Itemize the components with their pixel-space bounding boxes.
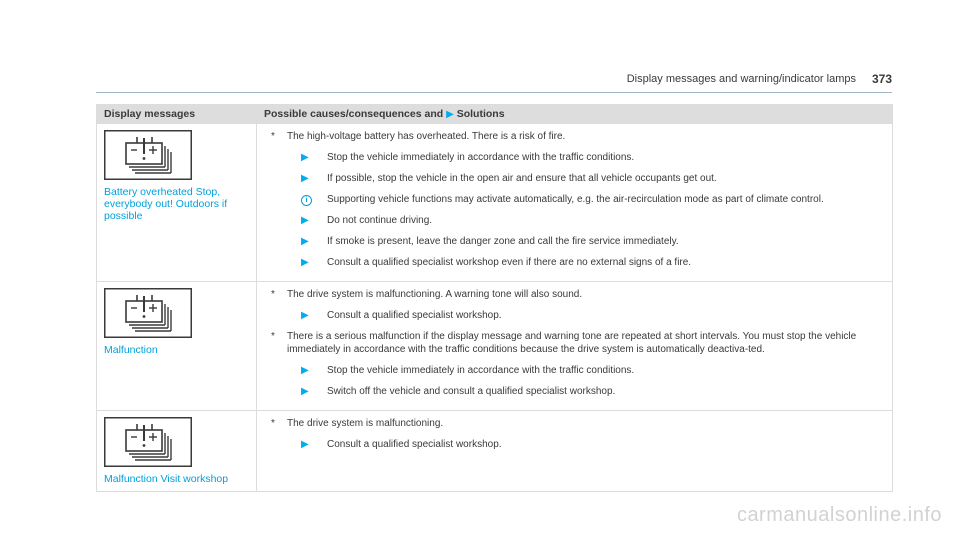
line-text: There is a serious malfunction if the display message and warning tone are repeated at short intervals. You must stop the vehicle immediately in accordance with the traffic conditions because the drive system is automatically deactiva-ted. <box>287 331 857 355</box>
info-note <box>271 193 884 206</box>
cause-text <box>271 330 884 356</box>
table-row <box>97 282 893 411</box>
solution-step <box>271 438 884 451</box>
step-arrow-icon: ▶ <box>301 365 309 376</box>
solutions-cell <box>257 282 893 411</box>
cause-marker: * <box>271 418 275 429</box>
solution-step <box>271 256 884 269</box>
message-label: Malfunction Visit workshop <box>104 473 229 485</box>
solution-step <box>271 214 884 227</box>
line-text: Supporting vehicle functions may activate automatically, e.g. the air-recirculation mode as part of climate control. <box>327 194 824 205</box>
line-text: Consult a qualified specialist workshop even if there are no external signs of a fire. <box>327 257 692 268</box>
solution-step <box>271 309 884 322</box>
cause-marker: * <box>271 289 275 300</box>
header-title: Display messages and warning/indicator lamps <box>626 73 856 85</box>
message-cell <box>97 124 257 282</box>
step-arrow-icon: ▶ <box>301 173 309 184</box>
solution-step <box>271 235 884 248</box>
info-icon-glyph: i <box>301 195 312 206</box>
header-causes-text: Possible causes/consequences and <box>264 107 444 120</box>
table-row <box>97 124 893 282</box>
battery-warning-icon <box>104 130 249 180</box>
solution-arrow-icon: ▶ <box>446 108 454 120</box>
step-arrow-icon: ▶ <box>301 386 309 397</box>
line-text: Stop the vehicle immediately in accordance with the traffic conditions. <box>327 365 635 376</box>
cause-marker: * <box>271 331 275 342</box>
table-header-row <box>97 105 893 124</box>
message-cell <box>97 411 257 492</box>
line-text: The drive system is malfunctioning. <box>287 418 444 429</box>
line-text: The high-voltage battery has overheated. There is a risk of fire. <box>287 131 566 142</box>
battery-warning-icon <box>104 417 249 467</box>
table-row <box>97 411 893 492</box>
page-number: 373 <box>871 72 892 86</box>
cause-marker: * <box>271 131 275 142</box>
step-arrow-icon: ▶ <box>301 257 309 268</box>
line-text: Stop the vehicle immediately in accordance with the traffic conditions. <box>327 152 635 163</box>
header-solutions-text: Solutions <box>456 107 505 120</box>
line-text: If smoke is present, leave the danger zone and call the fire service immediately. <box>327 236 679 247</box>
step-arrow-icon: ▶ <box>301 152 309 163</box>
solutions-cell <box>257 124 893 282</box>
page-header <box>96 68 892 93</box>
cause-text <box>271 417 884 430</box>
battery-warning-icon <box>104 288 249 338</box>
column-header-causes-solutions <box>257 105 893 124</box>
line-text: Do not continue driving. <box>327 215 433 226</box>
step-arrow-icon: ▶ <box>301 215 309 226</box>
message-label: Battery overheated Stop, everybody out! Outdoors if possible <box>104 186 228 222</box>
line-text: The drive system is malfunctioning. A warning tone will also sound. <box>287 289 583 300</box>
solution-step <box>271 364 884 377</box>
message-cell <box>97 282 257 411</box>
solution-step <box>271 172 884 185</box>
cause-text <box>271 130 884 143</box>
line-text: Switch off the vehicle and consult a qualified specialist workshop. <box>327 386 616 397</box>
solutions-cell <box>257 411 893 492</box>
line-text: Consult a qualified specialist workshop. <box>327 439 502 450</box>
info-icon <box>301 193 327 206</box>
display-messages-table <box>96 104 893 492</box>
message-label: Malfunction <box>104 344 158 356</box>
solution-step <box>271 151 884 164</box>
column-header-display-messages: Display messages <box>97 105 257 124</box>
line-text: If possible, stop the vehicle in the open air and ensure that all vehicle occupants get out. <box>327 173 717 184</box>
step-arrow-icon: ▶ <box>301 310 309 321</box>
solution-step <box>271 385 884 398</box>
step-arrow-icon: ▶ <box>301 439 309 450</box>
watermark: carmanualsonline.info <box>736 504 942 526</box>
line-text: Consult a qualified specialist workshop. <box>327 310 502 321</box>
step-arrow-icon: ▶ <box>301 236 309 247</box>
cause-text <box>271 288 884 301</box>
